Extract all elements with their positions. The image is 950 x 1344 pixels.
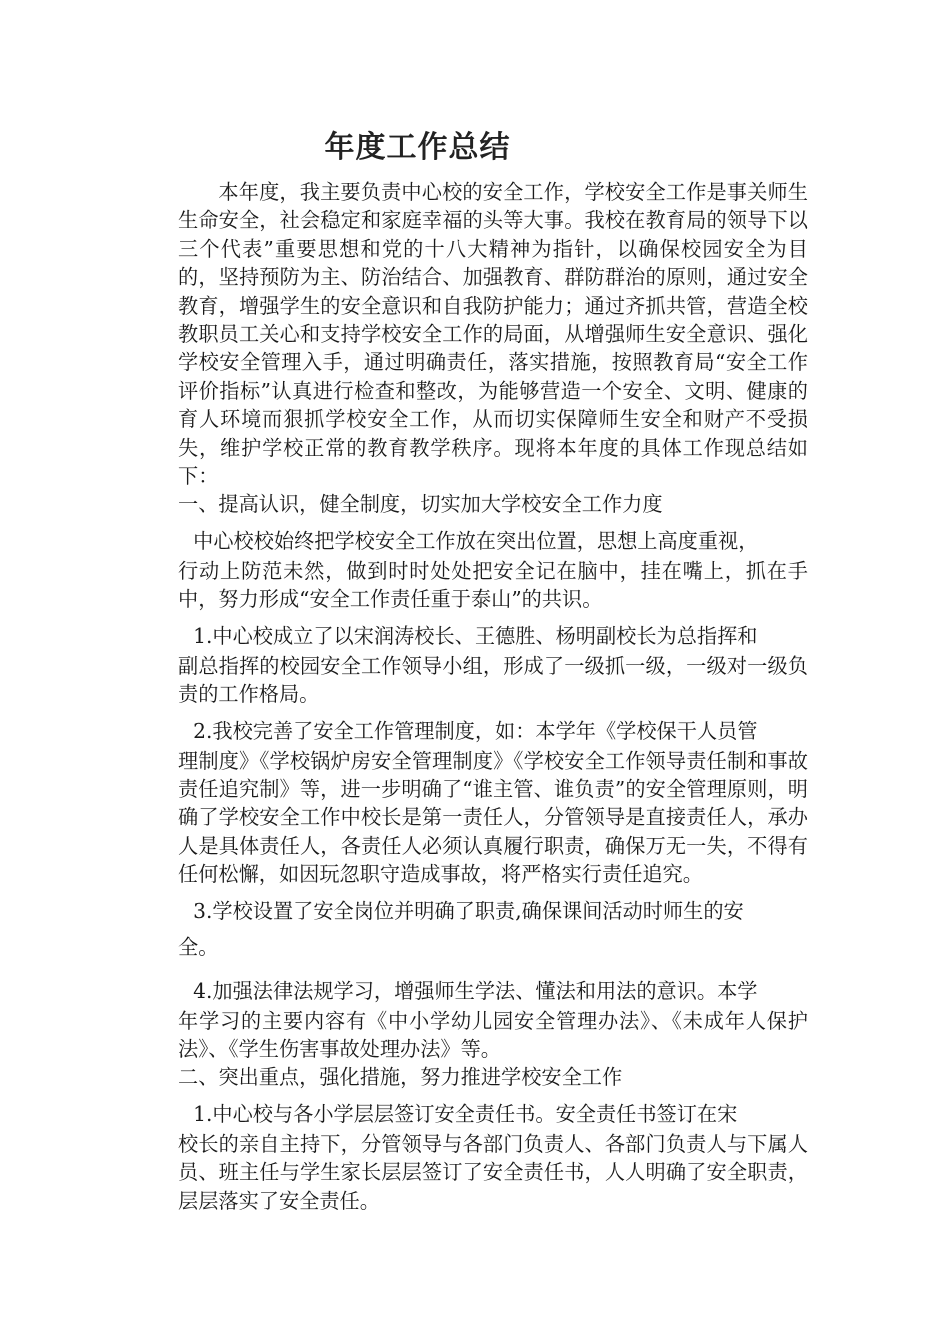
paragraph-continuation: 年学习的主要内容有《中小学幼儿园安全管理办法》、《未成年人保护法》、《学生伤害事故处理办法》等。 [178, 1008, 808, 1061]
paragraph-continuation: 全。 [178, 934, 219, 959]
paragraph-first-line: 1.中心校与各小学层层签订安全责任书。安全责任书签订在宋 [193, 1101, 738, 1126]
paragraph-first-line: 中心校校始终把学校安全工作放在突出位置，思想上高度重视， [193, 528, 759, 553]
paragraph-first-line: 4.加强法律法规学习，增强师生学法、懂法和用法的意识。本学 [193, 978, 758, 1003]
section-1-paragraph-0 [178, 519, 808, 614]
paragraph-continuation: 行动上防范未然，做到时时处处把安全记在脑中，挂在嘴上，抓在手中，努力形成“安全工作责任重于泰山”的共识。 [178, 558, 808, 612]
paragraph-continuation: 副总指挥的校园安全工作领导小组，形成了一级抓一级，一级对一级负责的工作格局。 [178, 653, 808, 707]
paragraph-continuation: 校长的亲自主持下，分管领导与各部门负责人、各部门负责人与下属人员、班主任与学生家长层层签订了安全责任书，人人明确了安全职责，层层落实了安全责任。 [178, 1131, 808, 1213]
paragraph-first-line: 3.学校设置了安全岗位并明确了职责,确保课间活动时师生的安 [193, 898, 744, 923]
section-1-item-1 [178, 614, 808, 709]
section-1-item-3 [178, 889, 808, 969]
document-title: 年度工作总结 [324, 130, 511, 165]
section-2-heading: 二、突出重点，强化措施，努力推进学校安全工作 [178, 1065, 623, 1090]
paragraph-continuation: 理制度》《学校锅炉房安全管理制度》《学校安全工作领导责任制和事故责任追究制》等，进一步明确了“谁主管、谁负责”的安全管理原则，明确了学校安全工作中校长是第一责任人，分管领导是直接责任人，承办人是具体责任人，各责任人必须认真履行职责，确保万无一失，不得有任何松懈，如因玩忽职守造成事故，将严格实行责任追究。 [178, 748, 808, 887]
section-2-item-1 [178, 1092, 808, 1215]
intro-paragraph: 本年度，我主要负责中心校的安全工作，学校安全工作是事关师生生命安全，社会稳定和家庭幸福的头等大事。我校在教育局的领导下以三个代表”重要思想和党的十八大精神为指针，以确保校园安全为目的，坚持预防为主、防治结合、加强教育、群防群治的原则，通过安全教育，增强学生的安全意识和自我防护能力；通过齐抓共管，营造全校教职员工关心和支持学校安全工作的局面，从增强师生安全意识、强化学校安全管理入手，通过明确责任，落实措施，按照教育局“安全工作评价指标”认真进行检查和整改，为能够营造一个安全、文明、健康的育人环境而狠抓学校安全工作，从而切实保障师生安全和财产不受损失，维护学校正常的教育教学秩序。现将本年度的具体工作现总结如下： [178, 180, 808, 489]
section-1-item-4 [178, 969, 808, 1064]
section-1-item-2 [178, 709, 808, 889]
document-body [178, 178, 808, 1215]
paragraph-first-line: 1.中心校成立了以宋润涛校长、王德胜、杨明副校长为总指挥和 [193, 623, 758, 648]
paragraph-first-line: 2.我校完善了安全工作管理制度，如：本学年《学校保干人员管 [193, 718, 758, 743]
section-1-heading: 一、提高认识，健全制度，切实加大学校安全工作力度 [178, 492, 663, 517]
